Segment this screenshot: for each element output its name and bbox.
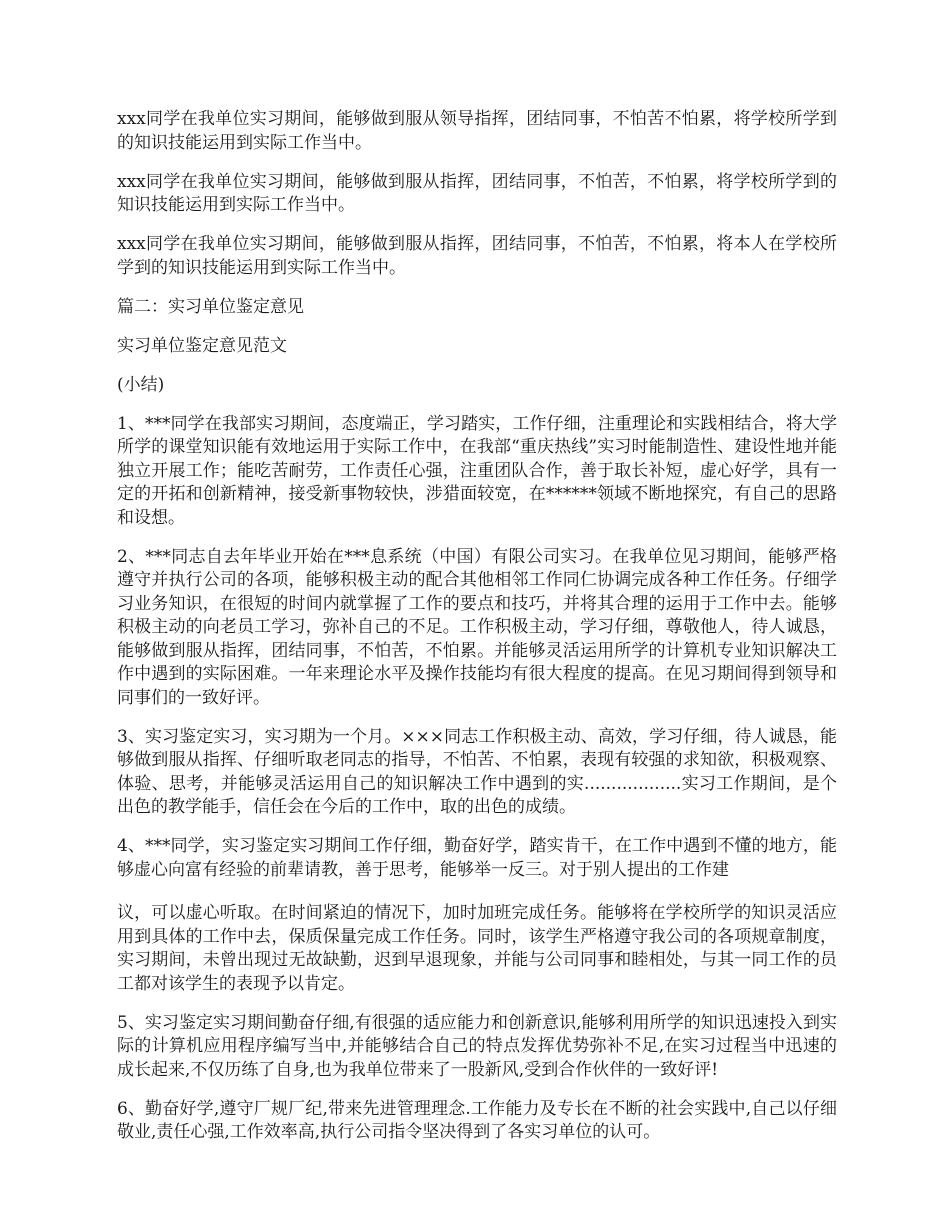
paragraph-appraisal-2: xxx同学在我单位实习期间，能够做到服从指挥，团结同事，不怕苦，不怕累，将学校所学到的知识技能运用到实际工作当中。 [117, 171, 837, 215]
paragraph-item-6: 6、勤奋好学,遵守厂规厂纪,带来先进管理理念.工作能力及专长在不断的社会实践中,自己以仔细敬业,责任心强,工作效率高,执行公司指令坚决得到了各实习单位的认可。 [117, 1098, 837, 1142]
paragraph-item-4-continued: 议，可以虚心听取。在时间紧迫的情况下，加时加班完成任务。能够将在学校所学的知识灵活应用到具体的工作中去，保质保量完成工作任务。同时，该学生严格遵守我公司的各项规章制度，实习期间，未曾出现过无故缺勤，迟到早退现象，并能与公司同事和睦相处，与其一同工作的员工都对该学生的表现予以肯定。 [117, 903, 837, 994]
section-subheading: 实习单位鉴定意见范文 [117, 335, 287, 356]
paragraph-item-4-start: 4、***同学，实习鉴定实习期间工作仔细，勤奋好学，踏实肯干，在工作中遇到不懂的地方，能够虚心向富有经验的前辈请教，善于思考，能够举一反三。对于别人提出的工作建 [117, 836, 837, 880]
section-heading: 篇二：实习单位鉴定意见 [117, 296, 304, 317]
paragraph-appraisal-3: xxx同学在我单位实习期间，能够做到服从指挥，团结同事，不怕苦，不怕累，将本人在学校所学到的知识技能运用到实际工作当中。 [117, 234, 837, 278]
paragraph-item-5: 5、实习鉴定实习期间勤奋仔细,有很强的适应能力和创新意识,能够利用所学的知识迅速投入到实际的计算机应用程序编写当中,并能够结合自己的特点发挥优势弥补不足,在实习过程当中迅速的成长起来,不仅历练了自身,也为我单位带来了一股新风,受到合作伙伴的一致好评! [117, 1012, 837, 1080]
document-body [117, 108, 837, 1160]
paragraph-item-3: 3、实习鉴定实习，实习期为一个月。×××同志工作积极主动、高效，学习仔细，待人诚恳，能够做到服从指挥、仔细听取老同志的指导，不怕苦、不怕累，表现有较强的求知欲，积极观察、体验、思考，并能够灵活运用自己的知识解决工作中遇到的实..................实习工作期间，是个出色的教学能手，信任会在今后的工作中，取的出色的成绩。 [117, 726, 837, 817]
paragraph-item-1: 1、***同学在我部实习期间，态度端正，学习踏实，工作仔细，注重理论和实践相结合，将大学所学的课堂知识能有效地运用于实际工作中，在我部“重庆热线”实习时能制造性、建设性地并能独立开展工作；能吃苦耐劳，工作责任心强，注重团队合作，善于取长补短，虚心好学，具有一定的开拓和创新精神，接受新事物较快，涉猎面较宽，在******领域不断地探究，有自己的思路和设想。 [117, 413, 837, 528]
paragraph-appraisal-1: xxx同学在我单位实习期间，能够做到服从领导指挥，团结同事，不怕苦不怕累，将学校所学到的知识技能运用到实际工作当中。 [117, 109, 837, 153]
summary-label: (小结) [117, 374, 165, 395]
paragraph-item-2: 2、***同志自去年毕业开始在***息系统（中国）有限公司实习。在我单位见习期间，能够严格遵守并执行公司的各项，能够积极主动的配合其他相邻工作同仁协调完成各种工作任务。仔细学习业务知识，在很短的时间内就掌握了工作的要点和技巧，并将其合理的运用于工作中去。能够积极主动的向老员工学习，弥补自己的不足。工作积极主动，学习仔细，尊敬他人，待人诚恳，能够做到服从指挥，团结同事，不怕苦，不怕累。并能够灵活运用所学的计算机专业知识解决工作中遇到的实际困难。一年来理论水平及操作技能均有很大程度的提高。在见习期间得到领导和同事们的一致好评。 [117, 546, 837, 708]
